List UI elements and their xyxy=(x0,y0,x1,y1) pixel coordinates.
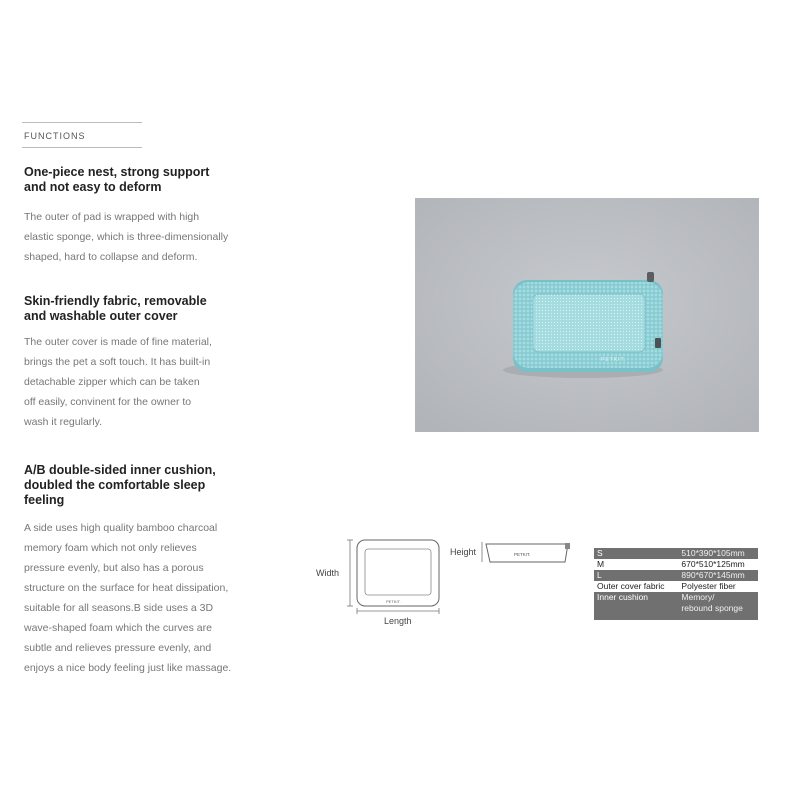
svg-text:PETKIT.: PETKIT. xyxy=(514,552,531,557)
feature-body-support: The outer of pad is wrapped with high elastic sponge, which is three-dimensionally shaped, hard to collapse and deform. xyxy=(24,211,229,263)
spec-value: Memory/ rebound sponge xyxy=(678,592,758,620)
width-label: Width xyxy=(316,568,340,578)
spec-value: 670*510*125mm xyxy=(678,559,758,570)
feature-heading-support: One-piece nest, strong support and not easy to deform xyxy=(24,165,210,194)
spec-label: S xyxy=(594,548,678,559)
bed-top-view xyxy=(357,540,439,606)
spec-label: L xyxy=(594,570,678,581)
spec-value: 510*390*105mm xyxy=(678,548,758,559)
length-label: Length xyxy=(384,616,412,626)
feature-heading-cushion: A/B double-sided inner cushion, doubled the comfortable sleep feeling xyxy=(24,463,216,507)
feature-body-cushion: A side uses high quality bamboo charcoal memory foam which not only relieves pressure evenly, but also has a porous structure on the surface for heat dissipation, suitable for all seasons.B side uses a 3D wave-shaped foam which the curves are subtle and relieves pressure evenly, and enjoys a nice body feeling just like massage. xyxy=(24,522,232,674)
dimension-diagram xyxy=(310,532,600,632)
spec-table xyxy=(594,548,758,620)
spec-row-outer-cover xyxy=(594,581,758,592)
spec-row-s xyxy=(594,548,758,559)
spec-label: M xyxy=(594,559,678,570)
spec-label: Inner cushion xyxy=(594,592,678,620)
feature-heading-fabric: Skin-friendly fabric, removable and washable outer cover xyxy=(24,294,207,323)
section-label-rule-top xyxy=(22,122,142,123)
spec-value: 890*670*145mm xyxy=(678,570,758,581)
section-label-rule-bottom xyxy=(22,147,142,148)
spec-row-l xyxy=(594,570,758,581)
spec-row-m xyxy=(594,559,758,570)
spec-row-inner-cushion xyxy=(594,592,758,620)
spec-label: Outer cover fabric xyxy=(594,581,678,592)
svg-text:PETKIT.: PETKIT. xyxy=(386,599,401,604)
bed-brand-text: PETKIT. xyxy=(601,357,627,363)
feature-body-fabric: The outer cover is made of fine material, brings the pet a soft touch. It has built-in detachable zipper which can be taken off easily, convinent for the owner to wash it regularly. xyxy=(24,336,212,428)
spec-value: Polyester fiber xyxy=(678,581,758,592)
product-photo xyxy=(415,198,759,432)
height-label: Height xyxy=(450,547,477,557)
section-label: FUNCTIONS xyxy=(24,131,86,141)
